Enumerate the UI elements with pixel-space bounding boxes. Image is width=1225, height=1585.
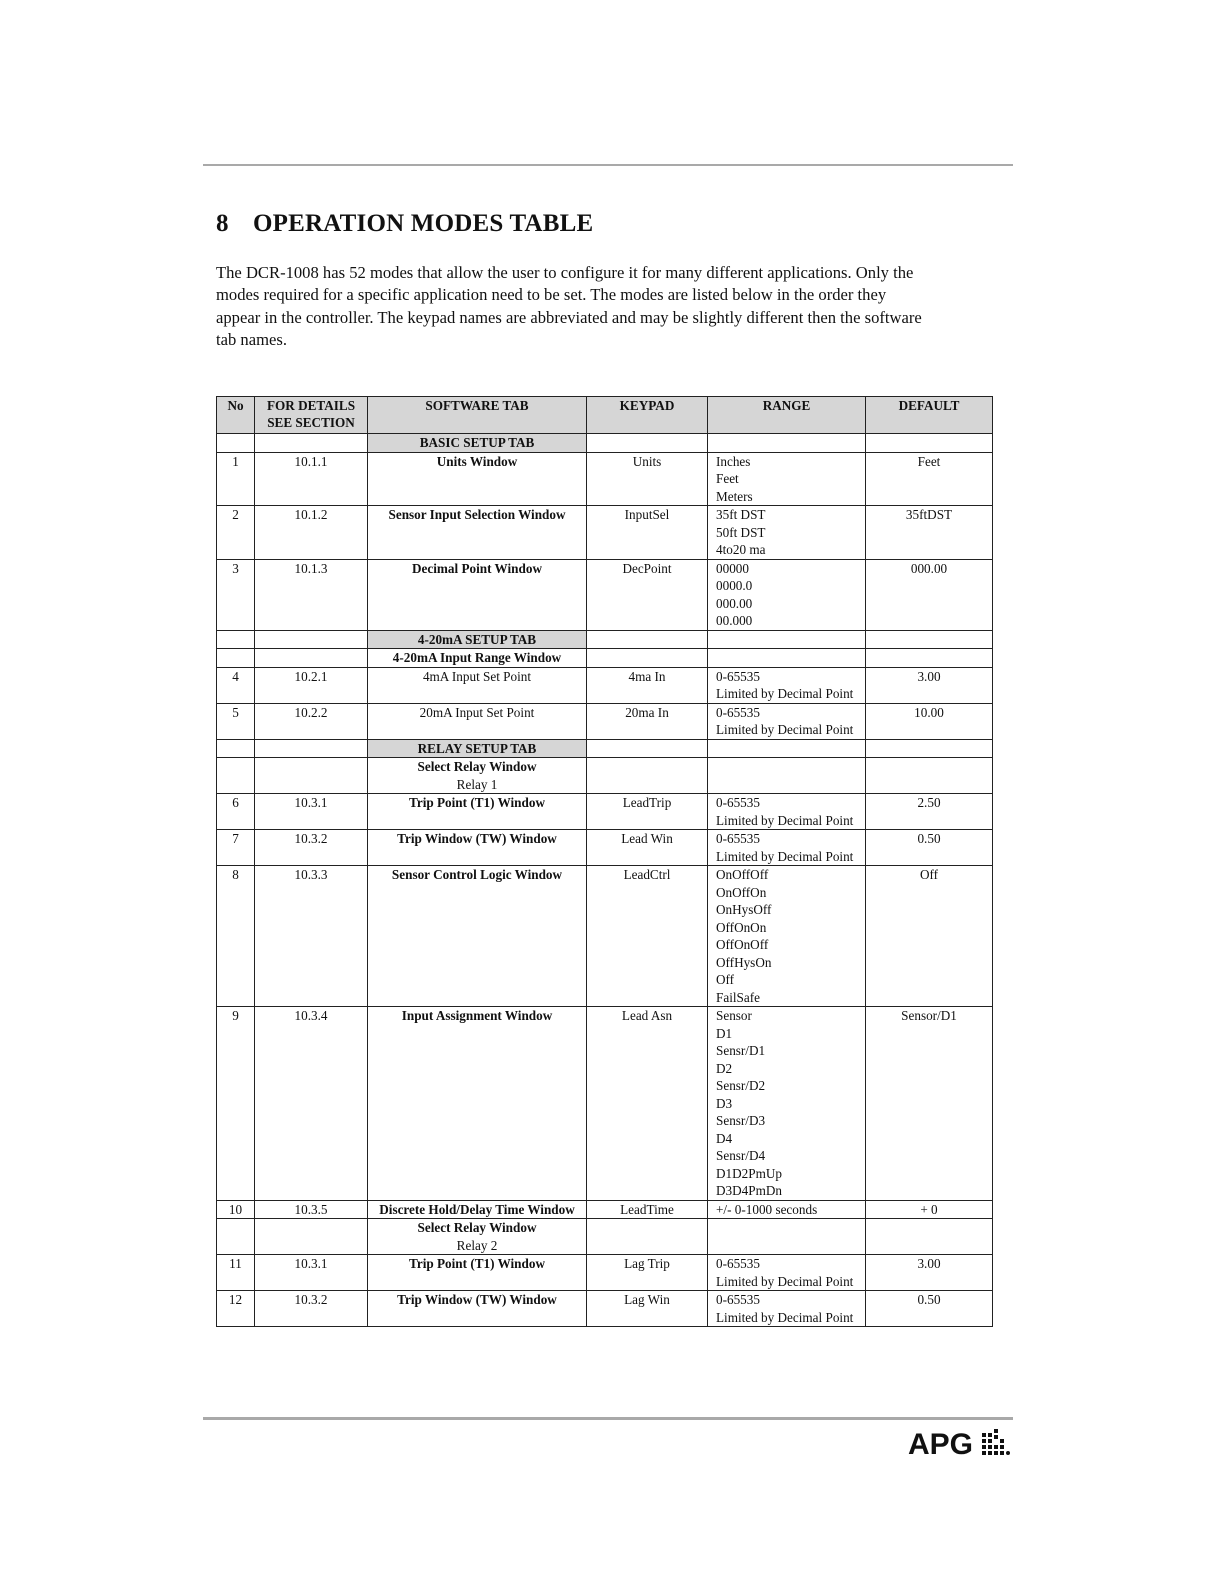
cell-section — [255, 1219, 368, 1255]
cell-no: 10 — [217, 1200, 255, 1219]
cell-default: 35ftDST — [866, 506, 993, 560]
cell-default — [866, 1219, 993, 1255]
column-header-keypad: KEYPAD — [587, 397, 708, 434]
cell-section: 10.3.1 — [255, 1255, 368, 1291]
cell-no: 4 — [217, 667, 255, 703]
cell-keypad — [587, 739, 708, 758]
cell-software-tab: Discrete Hold/Delay Time Window — [368, 1200, 587, 1219]
column-header-software-tab: SOFTWARE TAB — [368, 397, 587, 434]
cell-no — [217, 630, 255, 649]
cell-section — [255, 739, 368, 758]
cell-keypad: InputSel — [587, 506, 708, 560]
cell-default: 0.50 — [866, 830, 993, 866]
intro-line: appear in the controller. The keypad names are abbreviated and may be slightly different then the software — [216, 307, 922, 327]
cell-default — [866, 630, 993, 649]
column-header-section: FOR DETAILS SEE SECTION — [255, 397, 368, 434]
cell-default: Off — [866, 866, 993, 1007]
tab-group-label: RELAY SETUP TAB — [368, 739, 587, 758]
tab-group-row — [217, 434, 993, 453]
cell-section: 10.3.3 — [255, 866, 368, 1007]
cell-section — [255, 434, 368, 453]
cell-range — [708, 758, 866, 794]
cell-range: 0-65535 Limited by Decimal Point — [708, 1255, 866, 1291]
cell-default: 000.00 — [866, 559, 993, 630]
cell-no: 9 — [217, 1007, 255, 1201]
cell-no — [217, 1219, 255, 1255]
cell-no — [217, 434, 255, 453]
column-header-no: No — [217, 397, 255, 434]
window-heading-label: 4-20mA Input Range Window — [368, 649, 587, 668]
cell-keypad — [587, 434, 708, 453]
cell-no — [217, 739, 255, 758]
cell-software-tab: Trip Point (T1) Window — [368, 1255, 587, 1291]
cell-range: 00000 0000.0 000.00 00.000 — [708, 559, 866, 630]
cell-no: 2 — [217, 506, 255, 560]
cell-no: 3 — [217, 559, 255, 630]
cell-no: 12 — [217, 1291, 255, 1327]
cell-section: 10.2.2 — [255, 703, 368, 739]
table-row — [217, 866, 993, 1007]
cell-section: 10.1.3 — [255, 559, 368, 630]
intro-line: tab names. — [216, 329, 287, 349]
table-row — [217, 1007, 993, 1201]
cell-keypad: LeadCtrl — [587, 866, 708, 1007]
cell-keypad: Units — [587, 452, 708, 506]
cell-default: + 0 — [866, 1200, 993, 1219]
cell-default: 10.00 — [866, 703, 993, 739]
intro-line: The DCR-1008 has 52 modes that allow the user to configure it for many different applications. Only the — [216, 263, 914, 282]
cell-software-tab: Decimal Point Window — [368, 559, 587, 630]
cell-range: 35ft DST 50ft DST 4to20 ma — [708, 506, 866, 560]
cell-range — [708, 630, 866, 649]
cell-keypad: 20ma In — [587, 703, 708, 739]
cell-range: 0-65535 Limited by Decimal Point — [708, 703, 866, 739]
table-row — [217, 559, 993, 630]
cell-keypad — [587, 630, 708, 649]
apg-grid-icon — [982, 1429, 1010, 1455]
relay-select-cell — [368, 1219, 587, 1255]
cell-default: 2.50 — [866, 794, 993, 830]
cell-software-tab: Units Window — [368, 452, 587, 506]
cell-range — [708, 739, 866, 758]
table-row — [217, 667, 993, 703]
cell-no: 11 — [217, 1255, 255, 1291]
cell-range — [708, 434, 866, 453]
cell-range: 0-65535 Limited by Decimal Point — [708, 667, 866, 703]
cell-keypad: LeadTrip — [587, 794, 708, 830]
cell-section: 10.1.2 — [255, 506, 368, 560]
cell-default — [866, 649, 993, 668]
intro-line: modes required for a specific application need to be set. The modes are listed below in the order they — [216, 285, 887, 305]
cell-no: 8 — [217, 866, 255, 1007]
cell-software-tab: Sensor Input Selection Window — [368, 506, 587, 560]
cell-range — [708, 649, 866, 668]
relay-select-cell — [368, 758, 587, 794]
cell-section: 10.3.1 — [255, 794, 368, 830]
cell-section: 10.3.2 — [255, 830, 368, 866]
cell-range: 0-65535 Limited by Decimal Point — [708, 830, 866, 866]
cell-software-tab: Trip Window (TW) Window — [368, 1291, 587, 1327]
cell-keypad: Lead Win — [587, 830, 708, 866]
table-row — [217, 830, 993, 866]
tab-group-label: BASIC SETUP TAB — [368, 434, 587, 453]
cell-section — [255, 630, 368, 649]
cell-range: Inches Feet Meters — [708, 452, 866, 506]
relay-number-label: Relay 2 — [456, 1237, 498, 1253]
cell-no: 6 — [217, 794, 255, 830]
cell-range: 0-65535 Limited by Decimal Point — [708, 794, 866, 830]
cell-range — [708, 1219, 866, 1255]
section-heading — [216, 210, 593, 238]
cell-default: Feet — [866, 452, 993, 506]
operation-modes-table — [216, 396, 993, 1327]
cell-software-tab: Sensor Control Logic Window — [368, 866, 587, 1007]
cell-keypad: LeadTime — [587, 1200, 708, 1219]
table-row — [217, 794, 993, 830]
tab-group-label: 4-20mA SETUP TAB — [368, 630, 587, 649]
tab-group-row — [217, 630, 993, 649]
column-header-range: RANGE — [708, 397, 866, 434]
cell-keypad: 4ma In — [587, 667, 708, 703]
relay-select-row — [217, 758, 993, 794]
relay-select-row — [217, 1219, 993, 1255]
cell-software-tab: 20mA Input Set Point — [368, 703, 587, 739]
cell-keypad: Lead Asn — [587, 1007, 708, 1201]
cell-section: 10.1.1 — [255, 452, 368, 506]
cell-default: 0.50 — [866, 1291, 993, 1327]
table-body — [217, 434, 993, 1327]
apg-logo — [908, 1427, 1018, 1459]
cell-default: 3.00 — [866, 667, 993, 703]
cell-section — [255, 649, 368, 668]
cell-no — [217, 758, 255, 794]
cell-default: Sensor/D1 — [866, 1007, 993, 1201]
cell-range: Sensor D1 Sensr/D1 D2 Sensr/D2 D3 Sensr/D3 D4 Sensr/D4 D1D2PmUp D3D4PmDn — [708, 1007, 866, 1201]
section-title: OPERATION MODES TABLE — [253, 210, 594, 237]
logo-text: APG — [908, 1428, 974, 1459]
cell-section — [255, 758, 368, 794]
table-row — [217, 1200, 993, 1219]
table-row — [217, 506, 993, 560]
header-rule — [203, 164, 1013, 166]
cell-no — [217, 649, 255, 668]
cell-software-tab: 4mA Input Set Point — [368, 667, 587, 703]
cell-keypad — [587, 649, 708, 668]
cell-section: 10.2.1 — [255, 667, 368, 703]
column-header-default: DEFAULT — [866, 397, 993, 434]
intro-paragraph — [216, 262, 976, 351]
cell-section: 10.3.2 — [255, 1291, 368, 1327]
cell-software-tab: Trip Window (TW) Window — [368, 830, 587, 866]
cell-range: 0-65535 Limited by Decimal Point — [708, 1291, 866, 1327]
cell-range: OnOffOff OnOffOn OnHysOff OffOnOn OffOnOff OffHysOn Off FailSafe — [708, 866, 866, 1007]
tab-group-row — [217, 739, 993, 758]
window-heading-row — [217, 649, 993, 668]
cell-range: +/- 0-1000 seconds — [708, 1200, 866, 1219]
cell-no: 7 — [217, 830, 255, 866]
cell-keypad — [587, 1219, 708, 1255]
cell-keypad: Lag Trip — [587, 1255, 708, 1291]
relay-number-label: Relay 1 — [456, 776, 498, 792]
cell-default — [866, 739, 993, 758]
cell-section: 10.3.5 — [255, 1200, 368, 1219]
cell-no: 1 — [217, 452, 255, 506]
table-row — [217, 1291, 993, 1327]
cell-keypad — [587, 758, 708, 794]
cell-no: 5 — [217, 703, 255, 739]
cell-software-tab: Input Assignment Window — [368, 1007, 587, 1201]
table-header-row — [217, 397, 993, 434]
table-row — [217, 703, 993, 739]
cell-keypad: Lag Win — [587, 1291, 708, 1327]
section-number: 8 — [216, 210, 229, 237]
cell-default: 3.00 — [866, 1255, 993, 1291]
cell-software-tab: Trip Point (T1) Window — [368, 794, 587, 830]
footer-rule — [203, 1417, 1013, 1420]
table-row — [217, 452, 993, 506]
table-row — [217, 1255, 993, 1291]
cell-section: 10.3.4 — [255, 1007, 368, 1201]
relay-window-label: Select Relay Window — [417, 1220, 537, 1235]
cell-default — [866, 434, 993, 453]
relay-window-label: Select Relay Window — [417, 759, 537, 774]
cell-default — [866, 758, 993, 794]
cell-keypad: DecPoint — [587, 559, 708, 630]
